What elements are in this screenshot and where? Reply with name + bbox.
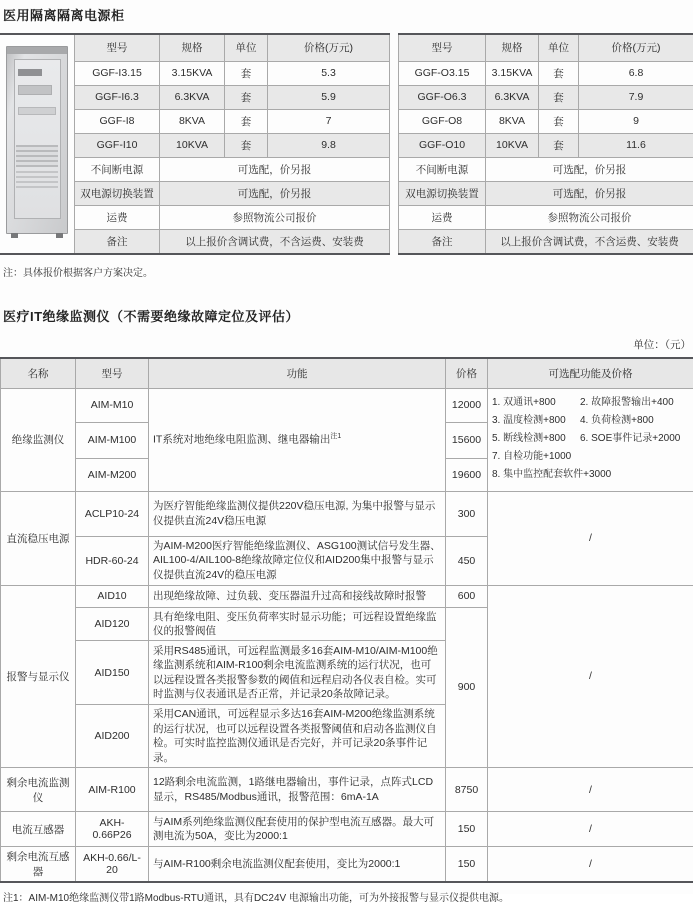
table-row	[399, 157, 693, 181]
table-row	[75, 157, 390, 181]
spec-cell: 3.15KVA	[160, 61, 225, 85]
spec-cell: 10KVA	[160, 133, 225, 157]
col-header-price: 价格(万元)	[268, 35, 390, 61]
table-row	[399, 85, 693, 109]
cabinet-slot	[18, 107, 56, 115]
section2-title: 医疗IT绝缘监测仪（不需要绝缘故障定位及评估）	[3, 306, 693, 325]
option-value-cell: 以上报价含调试费，不含运费、安装费	[486, 229, 693, 253]
section1-note: 注：具体报价根据客户方案决定。	[3, 264, 693, 279]
table-row	[75, 181, 390, 205]
option-label-cell: 备注	[75, 229, 160, 253]
function-cell: 为医疗智能绝缘监测仪提供220V稳压电源, 为集中报警与显示仪提供直流24V稳压电源	[149, 491, 446, 536]
option-line	[492, 432, 689, 446]
options-cell	[488, 388, 693, 491]
col-header-spec: 规格	[486, 35, 539, 61]
model-cell: GGF-O6.3	[399, 85, 486, 109]
col-header-unit: 单位	[539, 35, 579, 61]
model-cell: GGF-I8	[75, 109, 160, 133]
cabinet-top	[7, 47, 67, 54]
model-cell: AID150	[76, 641, 149, 705]
model-cell: GGF-I10	[75, 133, 160, 157]
option-label-cell: 不间断电源	[75, 157, 160, 181]
option-item: 7. 自检功能+1000	[492, 450, 580, 464]
price-cell: 19600	[446, 458, 488, 491]
option-item: 5. 断线检测+800	[492, 432, 580, 446]
function-cell: 具有绝缘电阻、变压负荷率实时显示功能；可远程设置绝缘监仪的报警阀值	[149, 607, 446, 641]
price-cell: 150	[446, 847, 488, 883]
model-cell: ACLP10-24	[76, 491, 149, 536]
table-header-row	[1, 358, 693, 388]
model-cell: GGF-I6.3	[75, 85, 160, 109]
it-monitor-spec-table	[0, 357, 693, 883]
option-item: 2. 故障报警输出+400	[580, 396, 674, 410]
options-cell: /	[488, 847, 693, 883]
cabinet-vent-lower	[16, 171, 58, 189]
table-row	[75, 205, 390, 229]
model-cell: AIM-M10	[76, 388, 149, 422]
ggf-o-price-table	[398, 35, 693, 253]
price-cell: 15600	[446, 422, 488, 458]
group-name-cell: 电流互感器	[1, 812, 76, 847]
option-line	[492, 450, 689, 464]
unit-cell: 套	[225, 61, 268, 85]
price-cell: 12000	[446, 388, 488, 422]
price-cell: 600	[446, 585, 488, 607]
spec-cell: 6.3KVA	[160, 85, 225, 109]
cabinet-logo	[18, 69, 42, 76]
left-price-block	[0, 33, 390, 255]
option-label-cell: 双电源切换装置	[75, 181, 160, 205]
table-row	[75, 133, 390, 157]
group-name-cell: 剩余电流互感器	[1, 847, 76, 883]
unit-cell: 套	[539, 61, 579, 85]
model-cell: AID200	[76, 705, 149, 768]
options-cell: /	[488, 491, 693, 585]
function-footnote-ref: 注1	[330, 433, 341, 440]
price-cell: 9.8	[268, 133, 390, 157]
unit-label: 单位：（元）	[0, 337, 691, 352]
price-cell: 7	[268, 109, 390, 133]
col-header-model: 型号	[399, 35, 486, 61]
col-header-options: 可选配功能及价格	[488, 358, 693, 388]
function-cell	[149, 388, 446, 491]
table-header-row	[399, 35, 693, 61]
spec-cell: 6.3KVA	[486, 85, 539, 109]
col-header-price: 价格	[446, 358, 488, 388]
unit-cell: 套	[225, 109, 268, 133]
option-label-cell: 不间断电源	[399, 157, 486, 181]
table-row	[75, 229, 390, 253]
table-row	[399, 61, 693, 85]
model-cell: GGF-O3.15	[399, 61, 486, 85]
unit-cell: 套	[539, 133, 579, 157]
options-cell: /	[488, 585, 693, 768]
price-cell: 8750	[446, 768, 488, 812]
price-cell: 5.3	[268, 61, 390, 85]
model-cell: GGF-O8	[399, 109, 486, 133]
price-cell: 6.8	[579, 61, 693, 85]
section1-title: 医用隔离隔离电源柜	[3, 5, 693, 24]
table-row	[75, 109, 390, 133]
option-item: 3. 温度检测+800	[492, 414, 580, 428]
model-cell: AKH-0.66P26	[76, 812, 149, 847]
model-cell: GGF-O10	[399, 133, 486, 157]
option-item: 1. 双通讯+800	[492, 396, 580, 410]
option-item: 4. 负荷检测+800	[580, 414, 654, 428]
function-cell: 为AIM-M200医疗智能绝缘监测仪、ASG100测试信号发生器、AIL100-4/AIL100-8绝缘故障定位仪和AID200集中报警与显示仪提供直流24V的稳压电源	[149, 536, 446, 585]
price-cell: 5.9	[268, 85, 390, 109]
model-cell: AIM-M100	[76, 422, 149, 458]
model-cell: AID120	[76, 607, 149, 641]
model-cell: AKH-0.66/L-20	[76, 847, 149, 883]
table-row	[1, 388, 693, 422]
model-cell: AID10	[76, 585, 149, 607]
table-row	[399, 229, 693, 253]
table-header-row	[75, 35, 390, 61]
unit-cell: 套	[225, 85, 268, 109]
option-value-cell: 可选配，价另报	[486, 157, 693, 181]
col-header-unit: 单位	[225, 35, 268, 61]
table-row	[399, 181, 693, 205]
table-row	[399, 109, 693, 133]
option-value-cell: 参照物流公司报价	[160, 205, 390, 229]
unit-cell: 套	[539, 109, 579, 133]
col-header-price: 价格(万元)	[579, 35, 693, 61]
cabinet-photo-column	[0, 35, 74, 253]
option-value-cell: 参照物流公司报价	[486, 205, 693, 229]
group-name-cell: 直流稳压电源	[1, 491, 76, 585]
ggf-i-price-table	[74, 35, 390, 253]
option-line	[492, 414, 689, 428]
spec-cell: 10KVA	[486, 133, 539, 157]
table-row	[1, 768, 693, 812]
option-value-cell: 可选配，价另报	[160, 181, 390, 205]
function-cell: 与AIM-R100剩余电流监测仪配套使用，变比为2000:1	[149, 847, 446, 883]
model-cell: AIM-M200	[76, 458, 149, 491]
right-price-block	[398, 33, 693, 255]
function-cell: 采用RS485通讯，可远程监测最多16套AIM-M10/AIM-M100绝缘监测系统和AIM-R100剩余电流监测系统的运行状况，也可以远程设置各类报警参数的阈值和远程启动各仪表自检。实可时监测与仪表通讯是否正常，并记录20条故障记录。	[149, 641, 446, 705]
spec-cell: 8KVA	[160, 109, 225, 133]
cabinet-vent-upper	[16, 145, 58, 167]
table-row	[399, 133, 693, 157]
group-name-cell: 剩余电流监测仪	[1, 768, 76, 812]
table-row	[75, 85, 390, 109]
unit-cell: 套	[539, 85, 579, 109]
price-cell: 900	[446, 607, 488, 768]
option-value-cell: 以上报价含调试费，不含运费、安装费	[160, 229, 390, 253]
col-header-function: 功能	[149, 358, 446, 388]
section1-block	[0, 33, 693, 255]
function-cell: 出现绝缘故障、过负载、变压器温升过高和接线故障时报警	[149, 585, 446, 607]
col-header-model: 型号	[75, 35, 160, 61]
option-item: 6. SOE事件记录+2000	[580, 432, 680, 446]
option-line	[492, 468, 689, 482]
price-cell: 150	[446, 812, 488, 847]
option-label-cell: 双电源切换装置	[399, 181, 486, 205]
price-cell: 450	[446, 536, 488, 585]
table-row	[75, 61, 390, 85]
cabinet-foot-right	[56, 233, 63, 238]
cabinet-foot-left	[11, 233, 18, 238]
table-row	[1, 585, 693, 607]
col-header-name: 名称	[1, 358, 76, 388]
spec-cell: 3.15KVA	[486, 61, 539, 85]
options-cell: /	[488, 812, 693, 847]
option-line	[492, 396, 689, 410]
table-row	[1, 812, 693, 847]
model-cell: HDR-60-24	[76, 536, 149, 585]
table-row	[1, 847, 693, 883]
group-name-cell: 绝缘监测仪	[1, 388, 76, 491]
cabinet-photo	[6, 46, 68, 234]
table-row	[1, 491, 693, 536]
unit-cell: 套	[225, 133, 268, 157]
table-row	[399, 205, 693, 229]
option-label-cell: 运费	[399, 205, 486, 229]
price-cell: 300	[446, 491, 488, 536]
col-header-model: 型号	[76, 358, 149, 388]
col-header-spec: 规格	[160, 35, 225, 61]
option-label-cell: 运费	[75, 205, 160, 229]
function-cell: 采用CAN通讯，可远程显示多达16套AIM-M200绝缘监测系统的运行状况，也可以远程设置各类报警阈值和启动各监测仪自检。可实时监控监测仪通讯是否完好，并可记录20条事件记录。	[149, 705, 446, 768]
model-cell: AIM-R100	[76, 768, 149, 812]
option-value-cell: 可选配，价另报	[160, 157, 390, 181]
cabinet-door	[14, 59, 61, 219]
spec-cell: 8KVA	[486, 109, 539, 133]
price-cell: 9	[579, 109, 693, 133]
option-label-cell: 备注	[399, 229, 486, 253]
group-name-cell: 报警与显示仪	[1, 585, 76, 768]
footnote: 注1：AIM-M10绝缘监测仪带1路Modbus-RTU通讯，具有DC24V 电源输出功能，可为外接报警与显示仪提供电源。	[3, 889, 693, 904]
function-cell: 与AIM系列绝缘监测仪配套使用的保护型电流互感器。最大可测电流为50A，变比为2000:1	[149, 812, 446, 847]
model-cell: GGF-I3.15	[75, 61, 160, 85]
function-text: IT系统对地绝缘电阻监测、继电器输出	[153, 434, 330, 446]
option-value-cell: 可选配，价另报	[486, 181, 693, 205]
function-cell: 12路剩余电流监测，1路继电器输出，事件记录，点阵式LCD显示，RS485/Modbus通讯，报警范围：6mA-1A	[149, 768, 446, 812]
option-item: 8. 集中监控配套软件+3000	[492, 468, 611, 482]
cabinet-display	[18, 85, 52, 95]
price-cell: 11.6	[579, 133, 693, 157]
price-cell: 7.9	[579, 85, 693, 109]
options-cell: /	[488, 768, 693, 812]
